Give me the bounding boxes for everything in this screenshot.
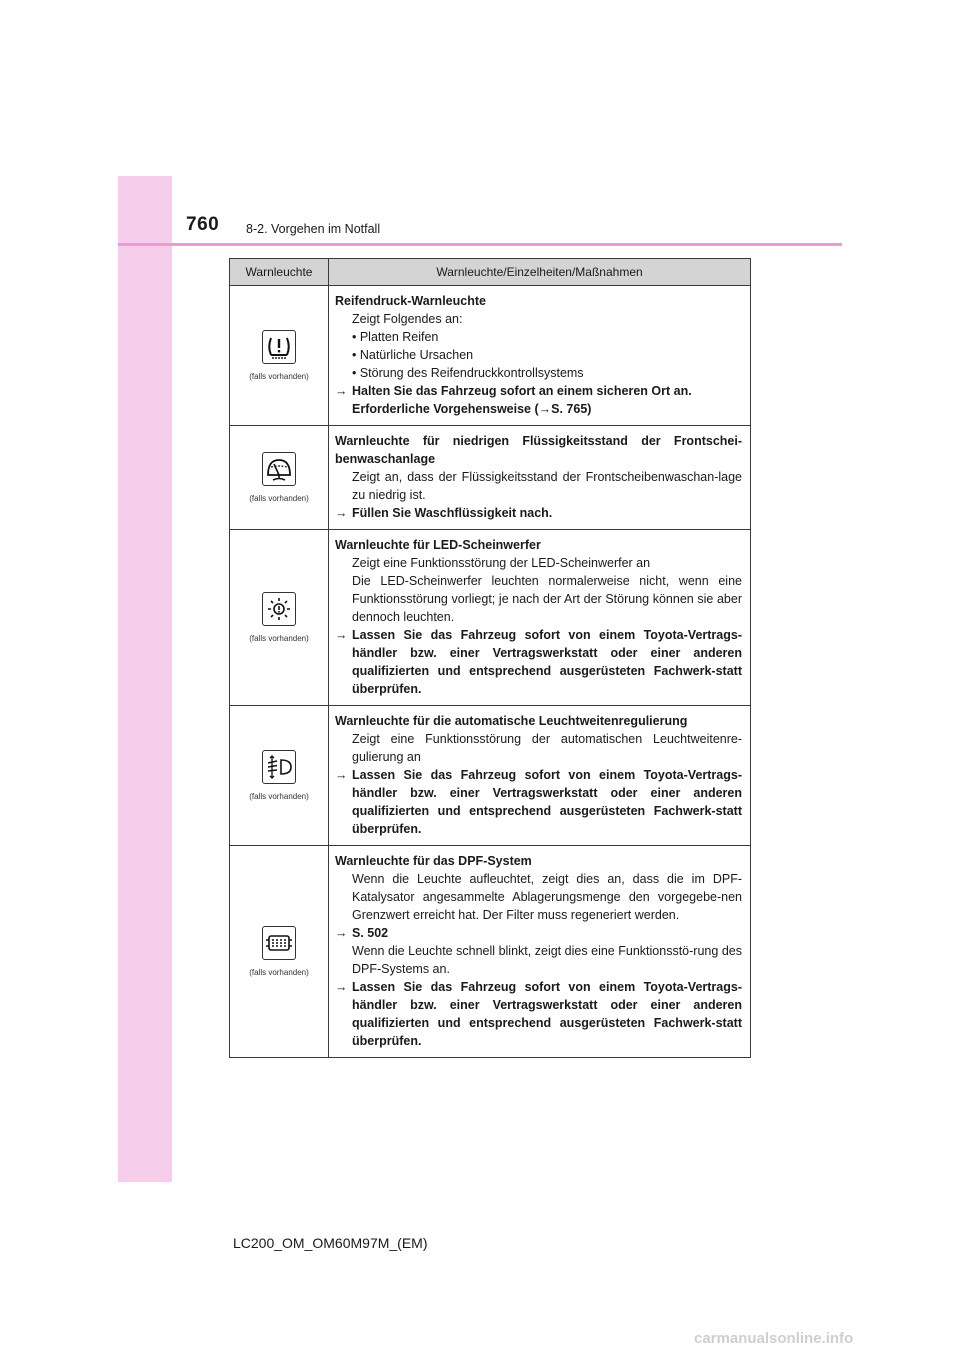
icon-caption: (falls vorhanden) (249, 968, 309, 977)
arrow-icon: → (335, 926, 348, 940)
document-code: LC200_OM_OM60M97M_(EM) (233, 1235, 428, 1251)
icon-cell (230, 530, 329, 706)
table-row (230, 286, 751, 426)
arrow-icon: → (335, 628, 348, 642)
arrow-icon: → (538, 402, 552, 416)
icon-cell (230, 706, 329, 846)
action-text: → Halten Sie das Fahrzeug sofort an einem sicheren Ort an. Erforderliche Vorgehensweise (→S. 765) (335, 384, 692, 416)
description-cell (329, 530, 751, 706)
dpf-system-icon (262, 926, 296, 960)
led-headlight-warning-icon (262, 592, 296, 626)
bullet-item: • Störung des Reifendruckkontrollsystems (352, 366, 584, 380)
tire-pressure-warning-icon (262, 330, 296, 364)
arrow-icon: → (335, 768, 348, 782)
table-row (230, 426, 751, 530)
bullet-item: • Platten Reifen (352, 330, 439, 344)
action-text: → Füllen Sie Waschflüssigkeit nach. (335, 506, 553, 520)
action-text: → Lassen Sie das Fahrzeug sofort von einem Toyota-Vertrags-händler bzw. einer Vertragswerkstatt oder einer anderen qualifizierten und entsprechend ausgerüsteten Fachwerk-statt überprüfen. (335, 768, 742, 836)
bullet-item: • Natürliche Ursachen (352, 348, 474, 362)
description-cell (329, 706, 751, 846)
arrow-icon: → (335, 980, 348, 994)
action-text: → Lassen Sie das Fahrzeug sofort von einem Toyota-Vertrags-händler bzw. einer Vertragswerkstatt oder einer anderen qualifizierten und entsprechend ausgerüsteten Fachwerk-statt überprüfen. (335, 628, 742, 696)
table-row (230, 706, 751, 846)
headlight-leveling-icon (262, 750, 296, 784)
icon-caption: (falls vorhanden) (249, 792, 309, 801)
description-line: Wenn die Leuchte aufleuchtet, zeigt dies an, dass die im DPF-Katalysator angesammelte Ablagerungsmenge den vorgegebe-nen Grenzwert erreicht hat. Der Filter muss regeneriert werden. (352, 872, 742, 922)
warning-title: Warnleuchte für das DPF-System (335, 854, 532, 868)
icon-caption: (falls vorhanden) (249, 372, 309, 381)
description-line: Wenn die Leuchte schnell blinkt, zeigt dies eine Funktionsstö-rung des DPF-Systems an. (352, 944, 742, 976)
warning-title: Warnleuchte für LED-Scheinwerfer (335, 538, 541, 552)
description-cell (329, 426, 751, 530)
description-line: Zeigt eine Funktionsstörung der automatischen Leuchtweitenre-gulierung an (352, 732, 742, 764)
page-reference-link[interactable]: S. 765) (551, 402, 592, 416)
icon-cell (230, 846, 329, 1058)
watermark: carmanualsonline.info (694, 1330, 854, 1347)
arrow-icon: → (335, 384, 348, 398)
table-row (230, 530, 751, 706)
page-reference-link[interactable]: → S. 502 (335, 926, 389, 940)
column-header-details: Warnleuchte/Einzelheiten/Maßnahmen (329, 259, 751, 286)
page-number: 760 (186, 214, 220, 235)
arrow-icon: → (335, 506, 348, 520)
warning-title: Reifendruck-Warnleuchte (335, 294, 486, 308)
icon-cell (230, 426, 329, 530)
table-header-row (230, 259, 751, 286)
washer-fluid-icon (262, 452, 296, 486)
column-header-warnleuchte: Warnleuchte (230, 259, 329, 286)
warning-light-table (229, 258, 751, 1058)
icon-caption: (falls vorhanden) (249, 634, 309, 643)
icon-caption: (falls vorhanden) (249, 494, 309, 503)
description-line: Zeigt eine Funktionsstörung der LED-Scheinwerfer an (352, 556, 651, 570)
header-rule (118, 243, 842, 246)
warning-title: Warnleuchte für die automatische Leuchtweitenregulierung (335, 714, 688, 728)
description-cell (329, 846, 751, 1058)
action-text: → Lassen Sie das Fahrzeug sofort von einem Toyota-Vertrags-händler bzw. einer Vertragswerkstatt oder einer anderen qualifizierten und entsprechend ausgerüsteten Fachwerk-statt überprüfen. (335, 980, 742, 1048)
table-row (230, 846, 751, 1058)
icon-cell (230, 286, 329, 426)
description-line: Zeigt an, dass der Flüssigkeitsstand der Frontscheibenwaschan-lage zu niedrig ist. (352, 470, 742, 502)
side-color-strip (118, 176, 172, 1182)
description-line: Zeigt Folgendes an: (352, 312, 463, 326)
warning-title: Warnleuchte für niedrigen Flüssigkeitsstand der Frontschei-benwaschanlage (335, 434, 742, 466)
description-line: Die LED-Scheinwerfer leuchten normalerweise nicht, wenn eine Funktionsstörung vorliegt; je nach der Art der Störung können sie aber dennoch leuchten. (352, 574, 742, 624)
description-cell (329, 286, 751, 426)
section-title: 8-2. Vorgehen im Notfall (246, 222, 381, 236)
